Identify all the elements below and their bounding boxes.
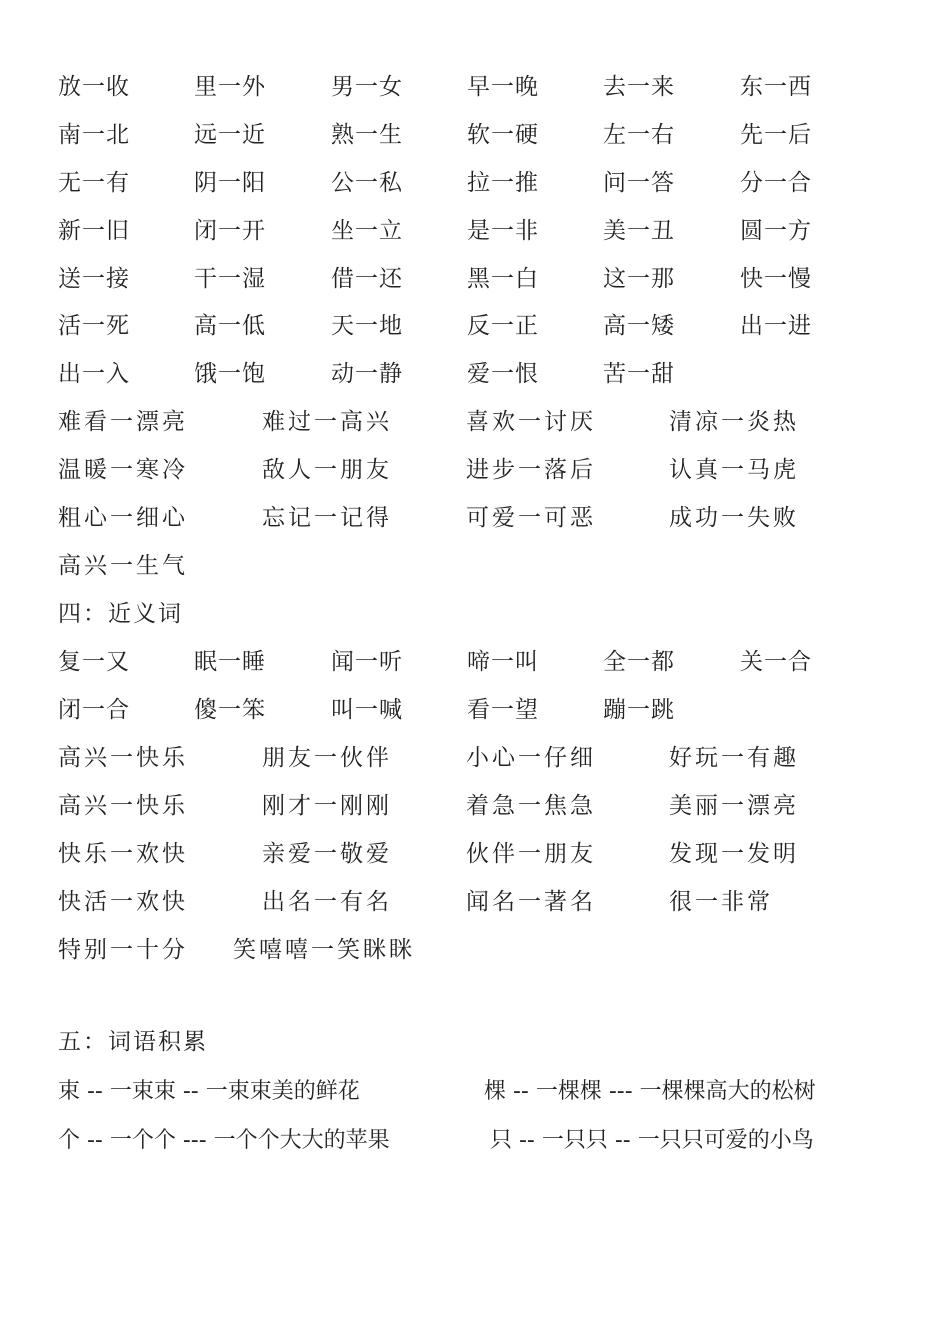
synonym-pair: 快乐一欢快 [58,841,188,867]
synonym-pair: 好玩一有趣 [669,745,799,771]
antonym-pair: 闭一开 [194,218,266,244]
antonym-pair: 忘记一记得 [262,505,392,531]
antonym-pair: 圆一方 [740,218,812,244]
synonym-pair: 高兴一快乐 [58,793,188,819]
antonym-pair: 喜欢一讨厌 [466,409,596,435]
antonym-pair: 天一地 [331,313,403,339]
antonym-pair: 先一后 [740,122,812,148]
antonym-pair: 左一右 [603,122,675,148]
antonym-pair: 粗心一细心 [58,505,188,531]
antonym-row [0,67,950,107]
antonym-pair: 干一湿 [194,266,266,292]
antonym-pair: 这一那 [603,266,675,292]
antonym-pair: 阴一阳 [194,170,266,196]
antonym-pair: 送一接 [58,266,130,292]
synonym-pair: 亲爱一敬爱 [262,841,392,867]
antonym-pair: 爱一恨 [467,361,539,387]
antonym-pair: 公一私 [331,170,403,196]
synonym-pair: 看一望 [467,697,539,723]
antonym-pair: 远一近 [194,122,266,148]
synonym-pair: 很一非常 [669,889,773,915]
synonym-pair: 小心一仔细 [466,745,596,771]
antonym-pair: 美一丑 [603,218,675,244]
antonym-pair: 难过一高兴 [262,409,392,435]
antonym-pair: 可爱一可恶 [466,505,596,531]
antonym-row [0,450,950,490]
accumulation-row [0,1121,950,1161]
antonym-row [0,498,950,538]
synonym-pair: 发现一发明 [669,841,799,867]
synonym-row [0,738,950,778]
synonym-row [0,834,950,874]
synonym-row [0,930,950,970]
antonym-pair: 活一死 [58,313,130,339]
antonym-pair: 男一女 [331,74,403,100]
antonym-pair: 里一外 [194,74,266,100]
antonym-pair: 借一还 [331,266,403,292]
antonym-pair: 早一晚 [467,74,539,100]
synonym-pair: 快活一欢快 [58,889,188,915]
antonym-pair: 出一进 [740,313,812,339]
antonym-pair: 快一慢 [740,266,812,292]
measure-word-chain: 束 -- 一束束 -- 一束束美的鲜花 [58,1079,360,1104]
antonym-pair: 出一入 [58,361,130,387]
accumulation-heading: 五：词语积累 [58,1029,208,1055]
synonym-pair: 笑嘻嘻一笑眯眯 [233,937,415,963]
antonym-pair: 问一答 [603,170,675,196]
antonym-row [0,306,950,346]
antonym-row [0,115,950,155]
antonym-pair: 新一旧 [58,218,130,244]
antonym-pair: 苦一甜 [603,361,675,387]
antonym-pair: 成功一失败 [669,505,799,531]
synonym-pair: 全一都 [603,649,675,675]
synonym-row [0,642,950,682]
antonym-pair: 坐一立 [331,218,403,244]
antonym-pair: 温暖一寒冷 [58,457,188,483]
synonym-pair: 闻名一著名 [466,889,596,915]
synonym-pair: 出名一有名 [262,889,392,915]
antonym-pair: 是一非 [467,218,539,244]
synonym-pair: 复一又 [58,649,130,675]
synonym-pair: 啼一叫 [467,649,539,675]
synonym-pair: 闻一听 [331,649,403,675]
synonym-pair: 关一合 [740,649,812,675]
synonym-row [0,882,950,922]
synonym-pair: 高兴一快乐 [58,745,188,771]
synonym-pair: 眠一睡 [194,649,266,675]
synonym-row [0,690,950,730]
synonym-pair: 叫一喊 [331,697,403,723]
antonym-row [0,259,950,299]
synonym-row [0,786,950,826]
antonym-row [0,211,950,251]
antonym-pair: 高一矮 [603,313,675,339]
synonym-pair: 蹦一跳 [603,697,675,723]
synonym-pair: 闭一合 [58,697,130,723]
synonym-pair: 傻一笨 [194,697,266,723]
accumulation-row [0,1072,950,1112]
antonym-pair: 饿一饱 [194,361,266,387]
antonym-row [0,402,950,442]
antonym-pair: 分一合 [740,170,812,196]
antonym-pair: 南一北 [58,122,130,148]
antonym-pair: 无一有 [58,170,130,196]
antonym-row [0,354,950,394]
antonym-row [0,546,950,586]
synonym-pair: 刚才一刚刚 [262,793,392,819]
antonym-pair: 清凉一炎热 [669,409,799,435]
antonym-pair: 反一正 [467,313,539,339]
antonym-pair: 难看一漂亮 [58,409,188,435]
antonym-pair: 软一硬 [467,122,539,148]
measure-word-chain: 棵 -- 一棵棵 --- 一棵棵高大的松树 [484,1079,816,1104]
antonym-pair: 高一低 [194,313,266,339]
antonym-pair: 敌人一朋友 [262,457,392,483]
antonym-pair: 动一静 [331,361,403,387]
antonym-pair: 黑一白 [467,266,539,292]
synonym-pair: 美丽一漂亮 [669,793,799,819]
antonym-pair: 认真一马虎 [669,457,799,483]
measure-word-chain: 只 -- 一只只 -- 一只只可爱的小鸟 [490,1128,814,1153]
antonym-pair: 进步一落后 [466,457,596,483]
synonyms-heading: 四：近义词 [58,601,183,627]
antonym-pair: 放一收 [58,74,130,100]
antonym-pair: 高兴一生气 [58,553,188,579]
synonym-pair: 着急一焦急 [466,793,596,819]
antonym-row [0,163,950,203]
synonym-pair: 伙伴一朋友 [466,841,596,867]
measure-word-chain: 个 -- 一个个 --- 一个个大大的苹果 [58,1128,390,1153]
antonym-pair: 熟一生 [331,122,403,148]
antonym-pair: 东一西 [740,74,812,100]
antonym-pair: 拉一推 [467,170,539,196]
synonym-pair: 特别一十分 [58,937,188,963]
antonym-pair: 去一来 [603,74,675,100]
synonym-pair: 朋友一伙伴 [262,745,392,771]
